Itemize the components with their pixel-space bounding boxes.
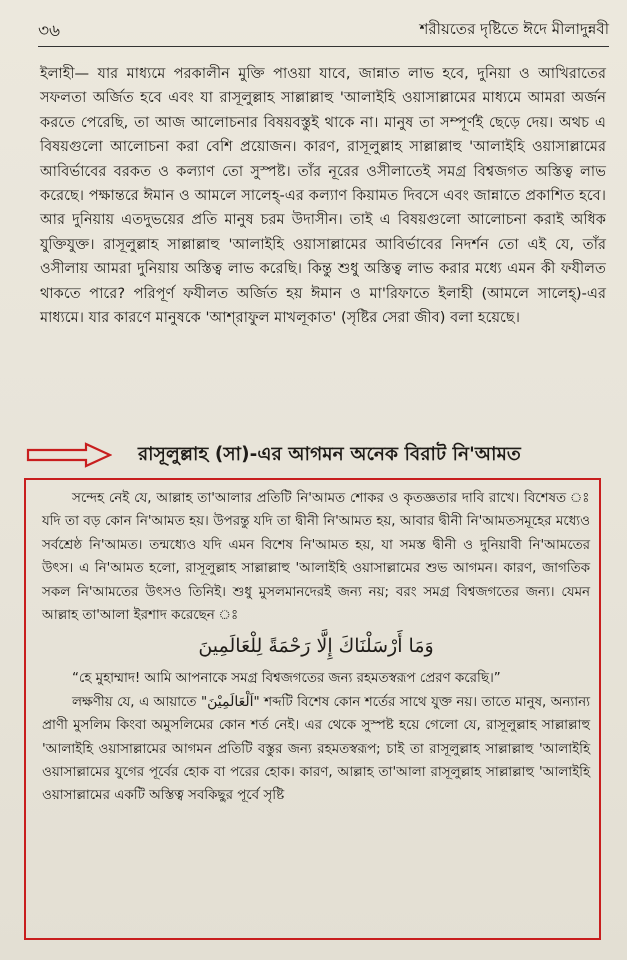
quran-verse: وَمَا أَرْسَلْنَاكَ إِلَّا رَحْمَةً لِلْعَالَمِينَ [198,635,434,658]
highlighted-text [42,487,590,808]
page-number: ৩৬ [38,21,61,41]
body-paragraph: ইলাহী— যার মাধ্যমে পরকালীন মুক্তি পাওয়া যাবে, জান্নাত লাভ হবে, দুনিয়া ও আখিরাতের সফলতা অর্জিত হবে এবং যা রাসূলুল্লাহ সাল্লাল্লাহু 'আলাইহি ওয়াসাল্লামের মাধ্যমে আমরা অর্জন করতে পেরেছি, তা আজ আলোচনার বিষয়বস্তুই থাকে না। মানুষ তা সম্পূর্ণই ছেড়ে দেয়। অথচ এ বিষয়গুলো আলোচনা করা বেশি প্রয়োজন। কারণ, রাসূলুল্লাহ সাল্লাল্লাহু 'আলাইহি ওয়াসাল্লামের আবির্ভাবের বরকত ও কল্যাণ তো সুস্পষ্ট। তাঁর নূরের ওসীলাতেই সমগ্র বিশ্বজগত অস্তিত্ব লাভ করেছে। পক্ষান্তরে ঈমান ও আমলে সালেহ্-এর কল্যাণ কিয়ামত দিবসে এবং জান্নাতে প্রকাশিত হবে। আর দুনিয়ায় এতদুভয়ের প্রতি মানুষ চরম উদাসীন। তাই এ বিষয়গুলো আলোচনা করাই অধিক যুক্তিযুক্ত। রাসূলুল্লাহ সাল্লাল্লাহু 'আলাইহি ওয়াসাল্লামের আবির্ভাবের নিদর্শন তো এই যে, তাঁর ওসীলায় আমরা দুনিয়ায় অস্তিত্ব লাভ করেছি। কিন্তু শুধু অস্তিত্ব লাভ করার মধ্যে এমন কী ফযীলত থাকতে পারে? পরিপূর্ণ ফযীলত অর্জিত হয় ঈমান ও মা'রিফাতে ইলাহী (আমলে সালেহ্)-এর মাধ্যমে। যার কারণে মানুষকে 'আশ্‌রাফুল মাখলূকাত' (সৃষ্টির সেরা জীব) বলা হয়েছে। [40,65,606,327]
highlighted-paragraph-2 [42,691,590,808]
paragraph-2-lead: লক্ষণীয় যে, এ আয়াতে " [72,694,208,710]
section-heading: রাসূলুল্লাহ (সা)-এর আগমন অনেক বিরাট নি'আমত [138,444,521,465]
verse-translation: “হে মুহাম্মাদ! আমি আপনাকে সমগ্র বিশ্বজগতের জন্য রহমতস্বরূপ প্রেরণ করেছি।” [72,671,501,687]
arabic-inline-word: اَلْعَالَمِيْنَ [207,693,254,710]
section-heading-row [26,440,606,470]
body-text [40,62,606,330]
header-divider [38,46,609,47]
paragraph-2-rest: " শব্দটি বিশেষ কোন শর্তের সাথে যুক্ত নয়। তাতে মানুষ, অন্যান্য প্রাণী মুসলিম কিংবা অমুসলিমের কোন শর্ত নেই। এর থেকে সুস্পষ্ট হয়ে গেলো যে, রাসূলুল্লাহ সাল্লাল্লাহু 'আলাইহি ওয়াসাল্লামের আগমন প্রতিটি বস্তুর জন্য রহমতস্বরূপ; চাই তা রাসূলুল্লাহ সাল্লাল্লাহু 'আলাইহি ওয়াসাল্লামের যুগের পূর্বের হোক বা পরের হোক। কারণ, আল্লাহ তা'আলা রাসূলুল্লাহ সাল্লাল্লাহু 'আলাইহি ওয়াসাল্লামের একটি অস্তিত্ব সবকিছুর পূর্বে সৃষ্টি [42,694,590,804]
right-arrow-outline-icon [26,442,112,468]
running-title: শরীয়তের দৃষ্টিতে ঈদে মীলাদুন্নবী [419,20,609,38]
highlighted-paragraph-1: সন্দেহ নেই যে, আল্লাহ তা'আলার প্রতিটি নি'আমত শোকর ও কৃতজ্ঞতার দাবি রাখে। বিশেষত ঃ যদি তা বড় কোন নি'আমত হয়। উপরন্তু যদি তা দ্বীনী নি'আমত হয়, আবার দ্বীনী নি'আমতসমূহের মধ্যেও সর্বশ্রেষ্ঠ নি'আমত। তন্মধ্যেও যদি এমন বিশেষ নি'আমত হয়, যা সমস্ত দ্বীনী ও দুনিয়াবী নি'আমতের উৎস। এ নি'আমত হলো, রাসূলুল্লাহ সাল্লাল্লাহু 'আলাইহি ওয়াসাল্লামের শুভ আগমন। কারণ, জাগতিক সকল নি'আমতের উৎসও তিনিই। শুধু মুসলমানদেরই জন্য নয়; বরং সমগ্র বিশ্বজগতের জন্য। যেমন আল্লাহ তা'আলা ইরশাদ করেছেন ঃ [42,491,590,624]
page-header [38,14,609,44]
